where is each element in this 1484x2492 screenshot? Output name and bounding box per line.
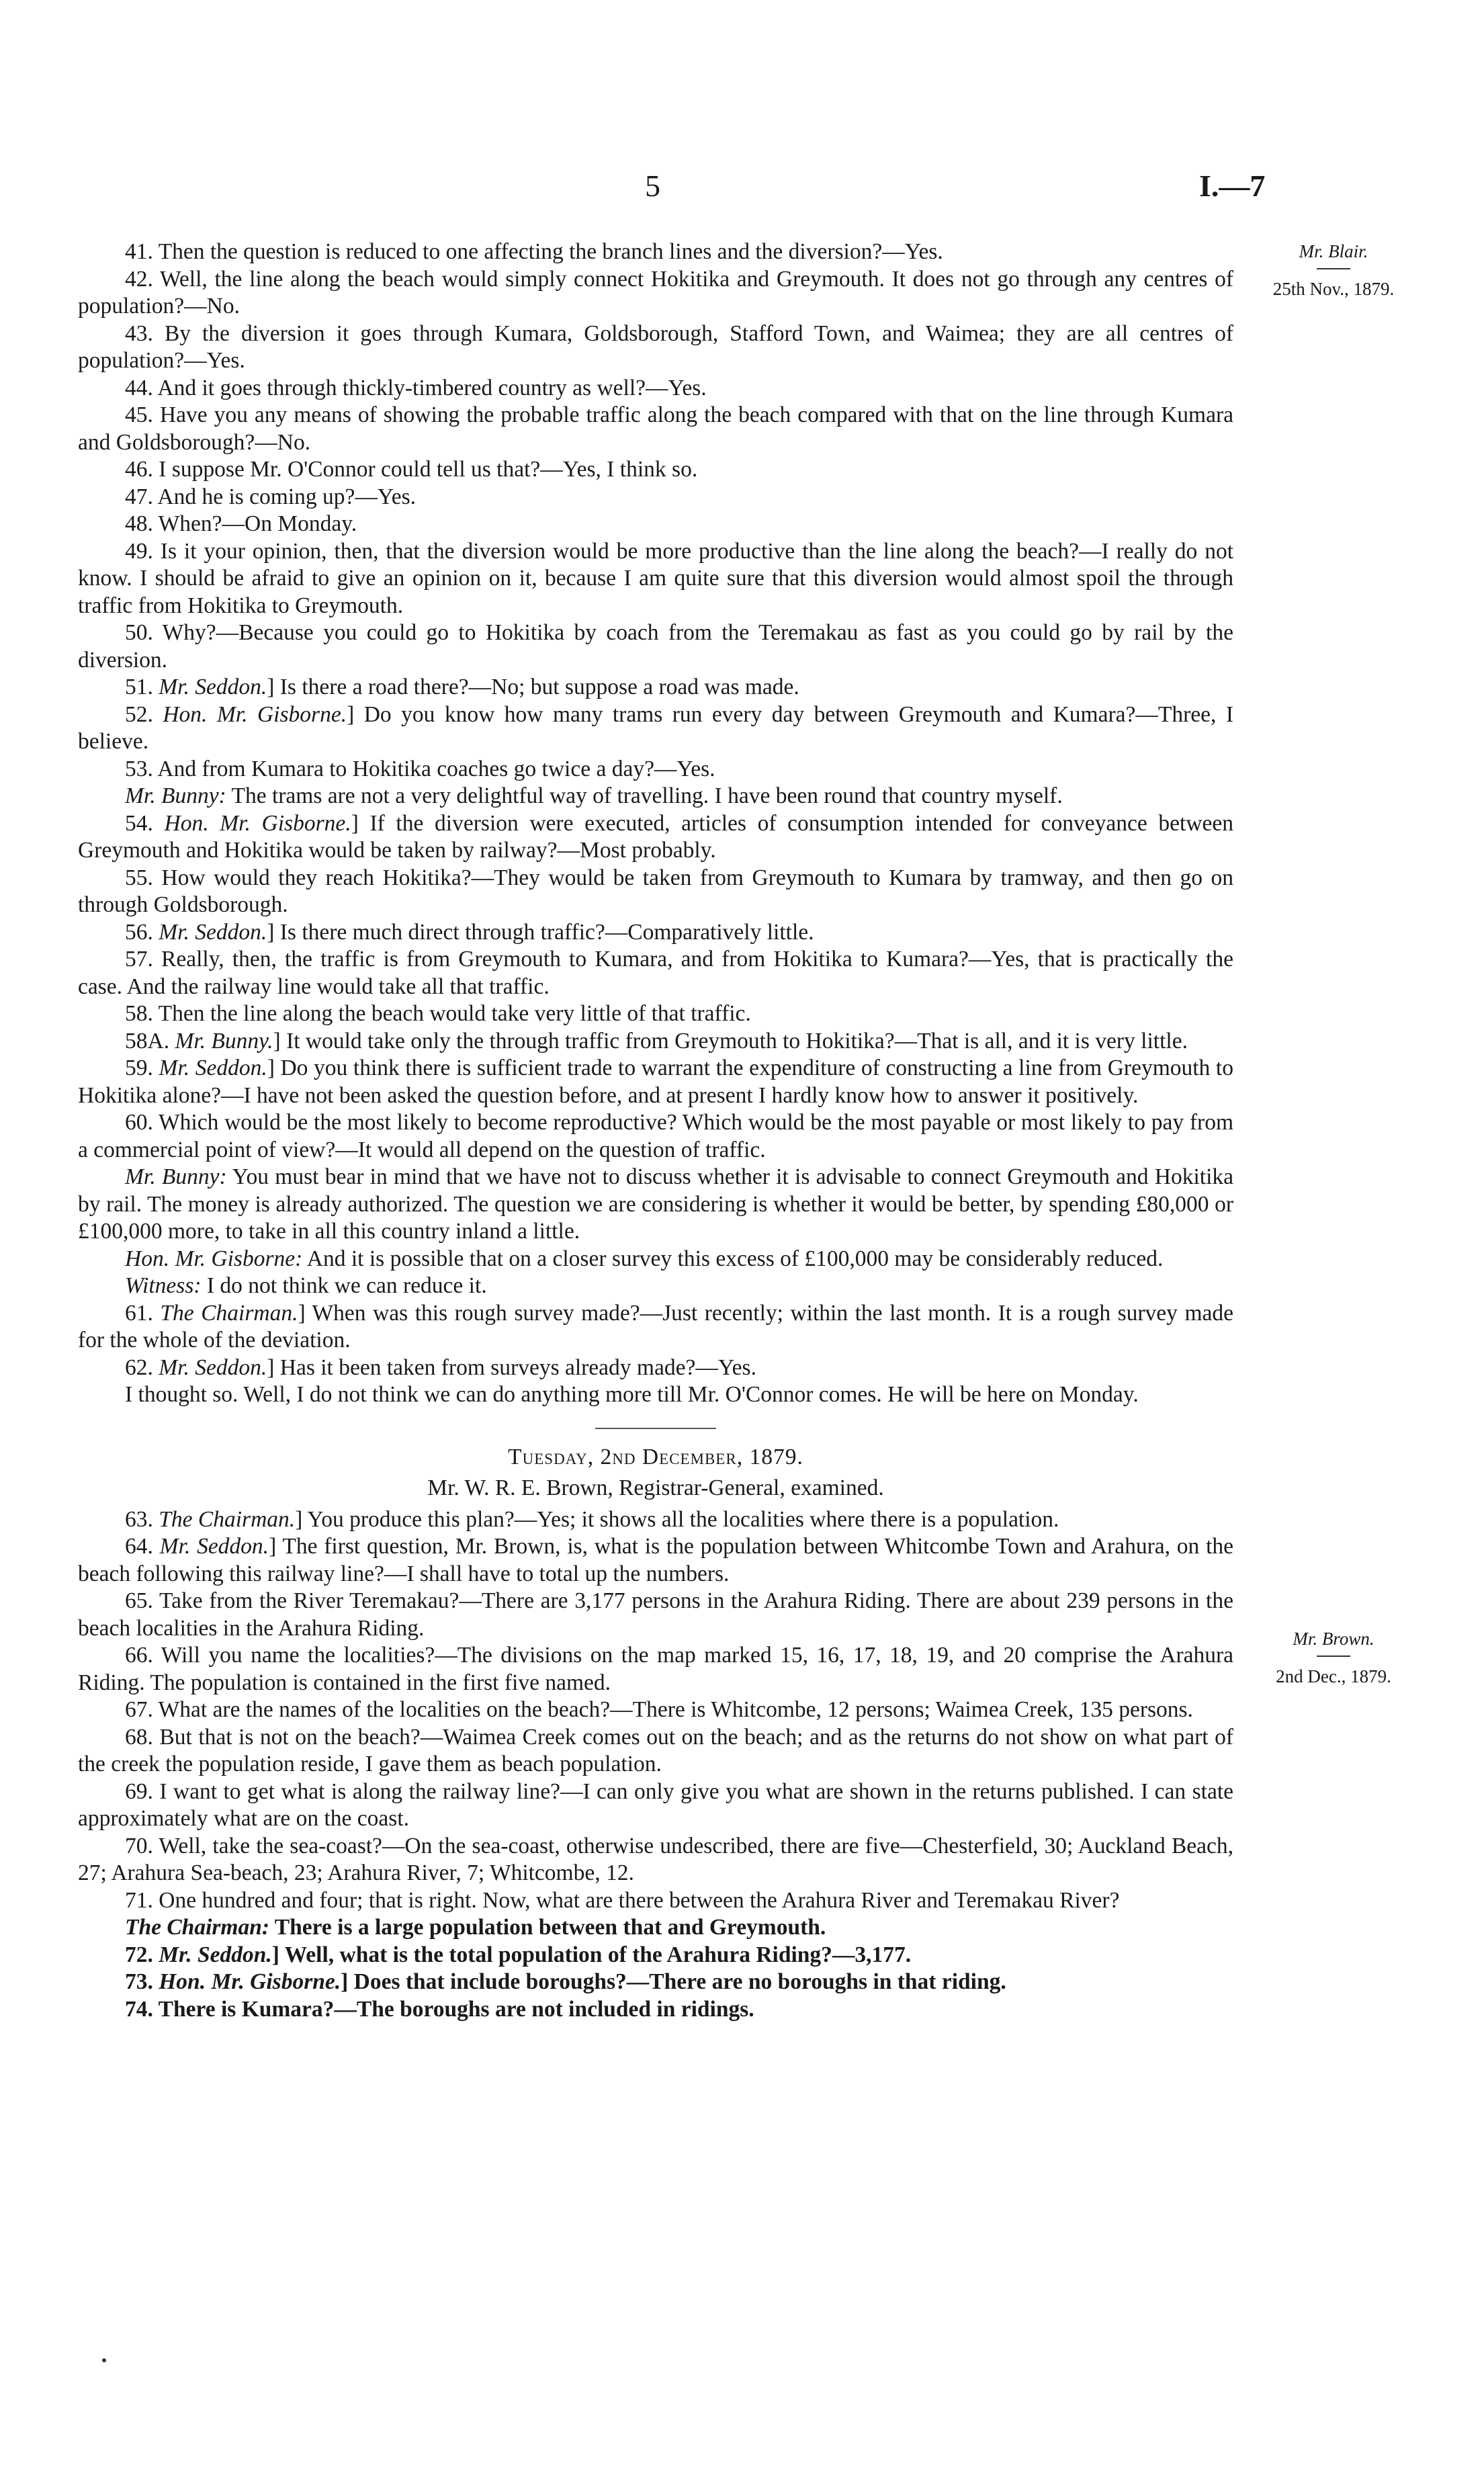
question-paragraph <box>78 484 1233 511</box>
document-reference: I.—7 <box>1199 169 1266 203</box>
question-paragraph <box>78 1355 1233 1382</box>
speaker-name: The Chairman. <box>159 1506 296 1532</box>
paragraph-text: ] Is there much direct through traffic?—Comparatively little. <box>267 919 814 945</box>
paragraph-text: ] Well, what is the total population of the Arahura Riding?—3,177. <box>271 1942 912 1967</box>
speaker-name: Mr. Seddon. <box>159 919 267 945</box>
paragraph-text: ] The first question, Mr. Brown, is, what is the population between Whitcombe Town and Arahura, on the beach following this railway line?—I shall have to total up the numbers. <box>78 1534 1233 1586</box>
paragraph-text: 65. Take from the River Teremakau?—There are 3,177 persons in the Arahura Riding. There are about 239 persons in the beach localities in the Arahura Riding. <box>78 1588 1233 1641</box>
speaker-name: Mr. Seddon. <box>159 1942 272 1967</box>
paragraph-text: 53. And from Kumara to Hokitika coaches go twice a day?—Yes. <box>125 756 715 781</box>
question-paragraph <box>78 810 1233 865</box>
question-paragraph <box>78 456 1233 484</box>
question-paragraph <box>78 1696 1233 1724</box>
question-paragraph <box>78 674 1233 701</box>
question-paragraph <box>78 1164 1233 1246</box>
paragraph-text: 50. Why?—Because you could go to Hokitika by coach from the Teremakau as fast as you could go by rail by the diversion. <box>78 620 1233 673</box>
margin-note-rule <box>1317 1656 1350 1657</box>
question-paragraph <box>78 1028 1233 1056</box>
paragraph-text: 61. <box>125 1300 161 1326</box>
speaker-name: Hon. Mr. Gisborne: <box>125 1246 303 1271</box>
question-paragraph <box>78 619 1233 674</box>
question-paragraph <box>78 239 1233 266</box>
paragraph-text: 42. Well, the line along the beach would simply connect Hokitika and Greymouth. It does not go through any centres of population?—No. <box>78 266 1233 318</box>
speaker-name: Hon. Mr. Gisborne. <box>159 1969 341 1994</box>
paragraph-text: 46. I suppose Mr. O'Connor could tell us that?—Yes, I think so. <box>125 457 698 482</box>
paragraph-text: 67. What are the names of the localities on the beach?—There is Whitcombe, 12 persons; Waimea Creek, 135 persons. <box>125 1697 1193 1722</box>
paragraph-text: ] When was this rough survey made?—Just recently; within the last month. It is a rough survey made for the whole of the deviation. <box>78 1300 1234 1352</box>
paragraph-text: 58. Then the line along the beach would take very little of that traffic. <box>125 1001 751 1026</box>
question-paragraph <box>78 1588 1233 1642</box>
witness-heading: Mr. W. R. E. Brown, Registrar-General, examined. <box>427 1475 884 1500</box>
question-paragraph <box>78 1109 1233 1164</box>
speaker-name: Mr. Seddon. <box>159 1056 267 1080</box>
question-paragraph <box>78 1000 1233 1028</box>
margin-note-date: 25th Nov., 1879. <box>1272 279 1395 299</box>
question-paragraph <box>78 1833 1233 1887</box>
question-paragraph <box>78 1273 1233 1300</box>
paragraph-text: 51. <box>125 675 159 699</box>
speaker-name: Mr. Seddon. <box>159 1355 267 1380</box>
paragraph-text: You must bear in mind that we have not to discuss whether it is advisable to connect Greymouth and Hokitika by rail. The money is already authorized. The question we are considering is whether it would be better, by spending £80,000 or £100,000 more, to take in all this country inland a little. <box>78 1164 1233 1244</box>
paragraph-text: And it is possible that on a closer survey this excess of £100,000 may be considerably reduced. <box>302 1246 1164 1271</box>
question-paragraph <box>78 756 1233 783</box>
paragraph-text: 74. There is Kumara?—The boroughs are not included in ridings. <box>125 1996 754 2022</box>
paragraph-text: 69. I want to get what is along the railway line?—I can only give you what are shown in the returns published. I can state approximately what are on the coast. <box>78 1778 1233 1831</box>
paragraph-text: 64. <box>125 1534 160 1559</box>
question-paragraph <box>78 1506 1233 1534</box>
paragraph-text: 55. How would they reach Hokitika?—They would be taken from Greymouth to Kumara by tramway, and then go on through Goldsborough. <box>78 865 1233 917</box>
question-paragraph <box>78 1642 1233 1696</box>
question-paragraph <box>78 1969 1233 1996</box>
speaker-name: The Chairman. <box>160 1300 298 1326</box>
question-paragraph <box>78 1942 1233 1969</box>
speaker-name: Mr. Bunny: <box>125 1164 227 1189</box>
question-paragraph <box>78 1887 1233 1915</box>
question-paragraph <box>78 1778 1233 1833</box>
question-paragraph <box>78 1533 1233 1588</box>
margin-note-witness-blair <box>1256 239 1411 302</box>
section-divider <box>595 1428 716 1429</box>
paragraph-text: The trams are not a very delightful way of travelling. I have been round that country myself. <box>226 783 1063 808</box>
paragraph-text: ] Does that include boroughs?—There are no boroughs in that riding. <box>341 1969 1006 1994</box>
stray-mark <box>102 2358 106 2362</box>
paragraph-text: 58A. <box>125 1028 175 1054</box>
speaker-name: Hon. Mr. Gisborne. <box>164 810 351 836</box>
question-paragraph <box>78 1300 1233 1355</box>
question-paragraph <box>78 865 1233 919</box>
speaker-name: Witness: <box>125 1273 202 1298</box>
paragraph-text: 70. Well, take the sea-coast?—On the sea-coast, otherwise undescribed, there are five—Chesterfield, 30; Auckland Beach, 27; Arahura Sea-beach, 23; Arahura River, 7; Whitcombe, 12. <box>78 1833 1233 1885</box>
paragraph-text: 68. But that is not on the beach?—Waimea Creek comes out on the beach; and as the returns do not show on what part of the creek the population reside, I gave them as beach population. <box>78 1724 1233 1776</box>
evidence-section-brown <box>78 1506 1233 2024</box>
paragraph-text: ] Is there a road there?—No; but suppose a road was made. <box>267 675 799 699</box>
paragraph-text: 41. Then the question is reduced to one affecting the branch lines and the diversion?—Yes. <box>125 239 943 264</box>
question-paragraph <box>78 511 1233 538</box>
question-paragraph <box>78 946 1233 1000</box>
paragraph-text: 44. And it goes through thickly-timbered country as well?—Yes. <box>125 375 707 400</box>
paragraph-text: 48. When?—On Monday. <box>125 511 357 536</box>
paragraph-text: 66. Will you name the localities?—The divisions on the map marked 15, 16, 17, 18, 19, and 20 comprise the Arahura Riding. The population is contained in the first five named. <box>78 1643 1233 1695</box>
date-heading: Tuesday, 2nd December, 1879. <box>508 1444 803 1469</box>
paragraph-text: 62. <box>125 1355 159 1380</box>
question-paragraph <box>78 1381 1233 1409</box>
question-paragraph <box>78 1246 1233 1273</box>
speaker-name: Mr. Seddon. <box>159 1534 269 1559</box>
margin-note-date: 2nd Dec., 1879. <box>1276 1666 1391 1686</box>
evidence-section-blair <box>78 239 1233 1409</box>
main-text <box>78 239 1233 2023</box>
paragraph-text: 54. <box>125 810 165 836</box>
paragraph-text: 43. By the diversion it goes through Kumara, Goldsborough, Stafford Town, and Waimea; they are all centres of population?—Yes. <box>78 320 1233 373</box>
paragraph-text: I do not think we can reduce it. <box>201 1273 487 1298</box>
question-paragraph <box>78 1055 1233 1109</box>
speaker-name: Mr. Seddon. <box>159 675 267 699</box>
paragraph-text: 56. <box>125 919 159 945</box>
speaker-name: Mr. Bunny. <box>175 1028 273 1054</box>
paragraph-text: ] It would take only the through traffic from Greymouth to Hokitika?—That is all, and it is very little. <box>273 1028 1188 1054</box>
margin-note-name: Mr. Blair. <box>1299 241 1368 261</box>
question-paragraph <box>78 783 1233 810</box>
speaker-name: Hon. Mr. Gisborne. <box>163 701 347 727</box>
margin-note-rule <box>1317 268 1350 269</box>
question-paragraph <box>78 919 1233 947</box>
page-number: 5 <box>645 169 660 203</box>
margin-note-witness-brown <box>1256 1626 1411 1689</box>
paragraph-text: 72. <box>125 1942 159 1967</box>
paragraph-text: 49. Is it your opinion, then, that the diversion would be more productive than the line along the beach?—I really do not know. I should be afraid to give an opinion on it, because I am quite sure that this diversion would almost spoil the through traffic from Hokitika to Greymouth. <box>78 538 1233 618</box>
paragraph-text: ] You produce this plan?—Yes; it shows all the localities where there is a population. <box>295 1506 1059 1532</box>
speaker-name: Mr. Bunny: <box>125 783 226 808</box>
margin-note-name: Mr. Brown. <box>1293 1629 1374 1649</box>
paragraph-text: 57. Really, then, the traffic is from Greymouth to Kumara, and from Hokitika to Kumara?—Yes, that is practically the case. And the railway line would take all that traffic. <box>78 947 1233 999</box>
paragraph-text: 73. <box>125 1969 159 1994</box>
question-paragraph <box>78 320 1233 375</box>
paragraph-text: 71. One hundred and four; that is right. Now, what are there between the Arahura River and Teremakau River? <box>125 1887 1120 1913</box>
question-paragraph <box>78 1996 1233 2024</box>
paragraph-text: 63. <box>125 1506 159 1532</box>
question-paragraph <box>78 375 1233 402</box>
question-paragraph <box>78 1724 1233 1778</box>
paragraph-text: ] If the diversion were executed, articles of consumption intended for conveyance between Greymouth and Hokitika would be taken by railway?—Most probably. <box>78 810 1233 863</box>
paragraph-text: ] Do you know how many trams run every day between Greymouth and Kumara?—Three, I believe. <box>78 701 1233 754</box>
paragraph-text: ] Do you think there is sufficient trade to warrant the expenditure of constructing a line from Greymouth to Hokitika alone?—I have not been asked the question before, and at present I hardly know how to answer it positively. <box>78 1056 1233 1108</box>
question-paragraph <box>78 266 1233 320</box>
paragraph-text: 60. Which would be the most likely to become reproductive? Which would be the most payable or most likely to pay from a commercial point of view?—It would all depend on the question of traffic. <box>78 1110 1233 1162</box>
paragraph-text: There is a large population between that and Greymouth. <box>269 1915 826 1940</box>
question-paragraph <box>78 402 1233 456</box>
paragraph-text: 47. And he is coming up?—Yes. <box>125 484 417 509</box>
question-paragraph <box>78 701 1233 756</box>
paragraph-text: 52. <box>125 701 163 727</box>
paragraph-text: ] Has it been taken from surveys already made?—Yes. <box>267 1355 756 1380</box>
paragraph-text: 45. Have you any means of showing the probable traffic along the beach compared with that on the line through Kumara and Goldsborough?—No. <box>78 402 1233 455</box>
paragraph-text: I thought so. Well, I do not think we can do anything more till Mr. O'Connor comes. He will be here on Monday. <box>125 1382 1139 1407</box>
speaker-name: The Chairman: <box>125 1915 270 1940</box>
question-paragraph <box>78 1914 1233 1942</box>
question-paragraph <box>78 538 1233 620</box>
paragraph-text: 59. <box>125 1056 159 1080</box>
